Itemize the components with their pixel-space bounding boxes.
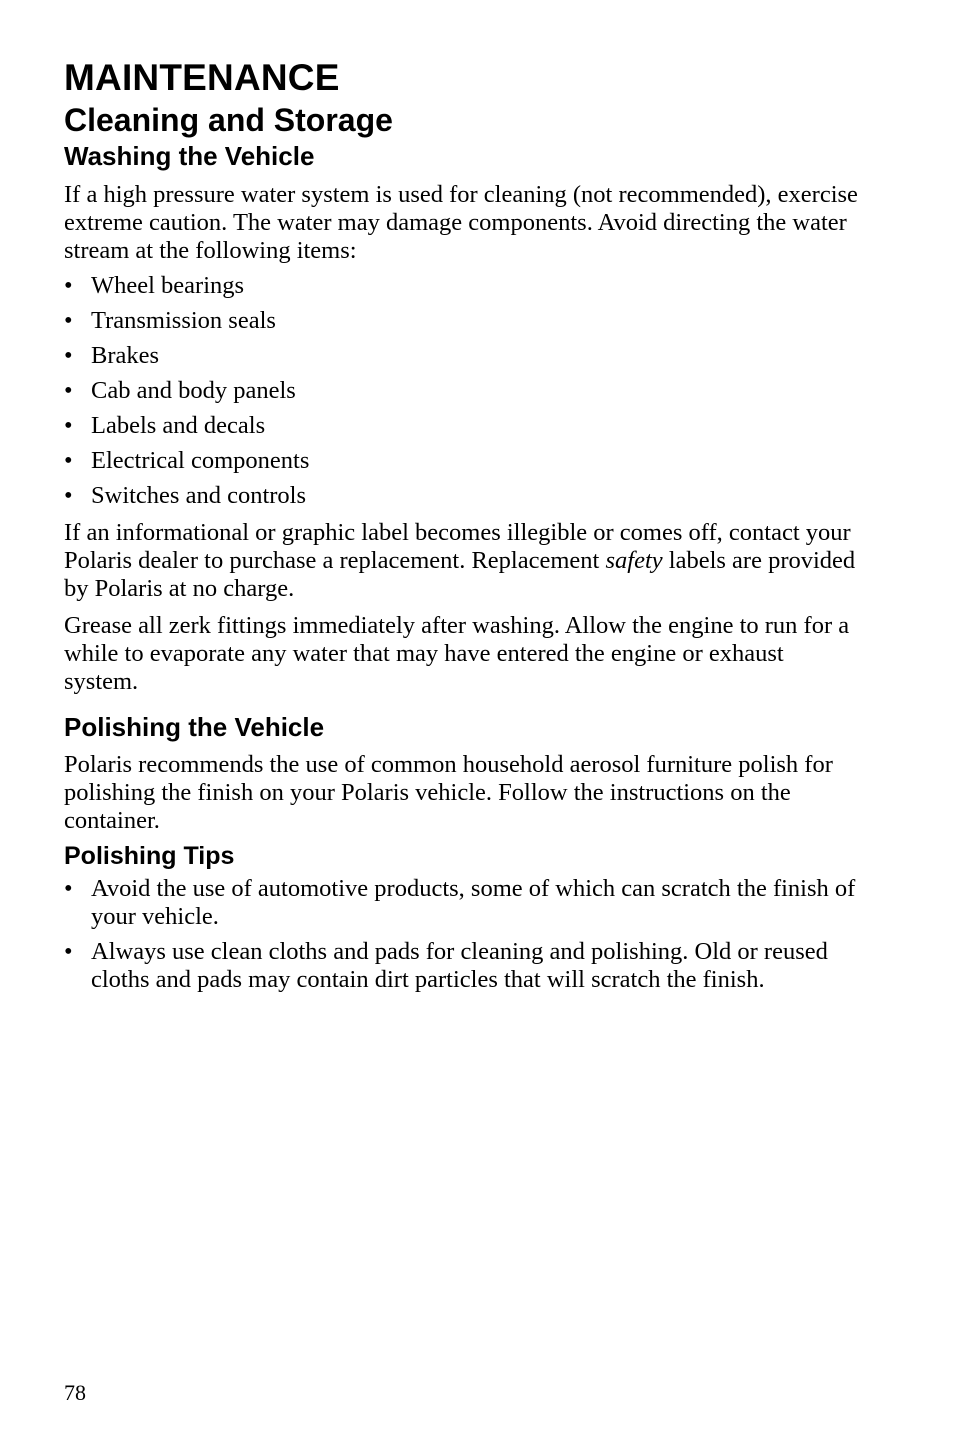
list-item bbox=[64, 342, 864, 370]
list-item-text: Electrical components bbox=[91, 447, 310, 474]
bullet: • bbox=[64, 342, 73, 369]
list-item-text: Transmission seals bbox=[91, 307, 276, 334]
label-note-before: If an informational or graphic label becomes illegible or comes off, contact your Polaris dealer to purchase a replacement. Replacement bbox=[64, 519, 851, 574]
list-item-text: Brakes bbox=[91, 342, 160, 369]
list-item-text: Avoid the use of automotive products, some of which can scratch the finish of your vehicle. bbox=[91, 875, 856, 930]
list-item bbox=[64, 875, 864, 931]
bullet: • bbox=[64, 412, 73, 439]
list-item bbox=[64, 377, 864, 405]
label-note-emphasis: safety bbox=[605, 547, 663, 574]
polishing-tips-heading: Polishing Tips bbox=[64, 842, 235, 870]
washing-heading: Washing the Vehicle bbox=[64, 141, 315, 171]
bullet: • bbox=[64, 482, 73, 509]
list-item bbox=[64, 447, 864, 475]
list-item-text: Wheel bearings bbox=[91, 272, 245, 299]
list-item bbox=[64, 938, 864, 994]
avoid-items-list bbox=[64, 272, 864, 510]
list-item bbox=[64, 307, 864, 335]
page-number: 78 bbox=[64, 1380, 86, 1405]
polishing-text: Polaris recommends the use of common household aerosol furniture polish for polishing the finish on your Polaris vehicle. Follow the instructions on the container. bbox=[64, 751, 833, 834]
list-item bbox=[64, 482, 864, 510]
bullet: • bbox=[64, 272, 73, 299]
list-item-text: Cab and body panels bbox=[91, 377, 296, 404]
list-item-text: Switches and controls bbox=[91, 482, 307, 509]
list-item bbox=[64, 272, 864, 300]
label-note-after: labels are provided by Polaris at no charge. bbox=[64, 547, 856, 602]
list-item bbox=[64, 412, 864, 440]
bullet: • bbox=[64, 447, 73, 474]
grease-note: Grease all zerk fittings immediately after washing. Allow the engine to run for a while to evaporate any water that may have entered the engine or exhaust system. bbox=[64, 612, 850, 695]
polishing-tips-list bbox=[64, 875, 864, 994]
polishing-heading: Polishing the Vehicle bbox=[64, 712, 325, 742]
washing-intro: If a high pressure water system is used for cleaning (not recommended), exercise extreme caution. The water may damage components. Avoid directing the water stream at the following items: bbox=[64, 181, 858, 264]
list-item-text: Always use clean cloths and pads for cleaning and polishing. Old or reused cloths and pads may contain dirt particles that will scratch the finish. bbox=[91, 938, 828, 993]
bullet: • bbox=[64, 377, 73, 404]
subsection-title: Cleaning and Storage bbox=[64, 102, 393, 138]
manual-page bbox=[64, 52, 864, 994]
bullet: • bbox=[64, 875, 73, 902]
bullet: • bbox=[64, 307, 73, 334]
list-item-text: Labels and decals bbox=[91, 412, 266, 439]
bullet: • bbox=[64, 938, 73, 965]
label-note bbox=[64, 519, 864, 603]
section-title: MAINTENANCE bbox=[64, 57, 340, 98]
